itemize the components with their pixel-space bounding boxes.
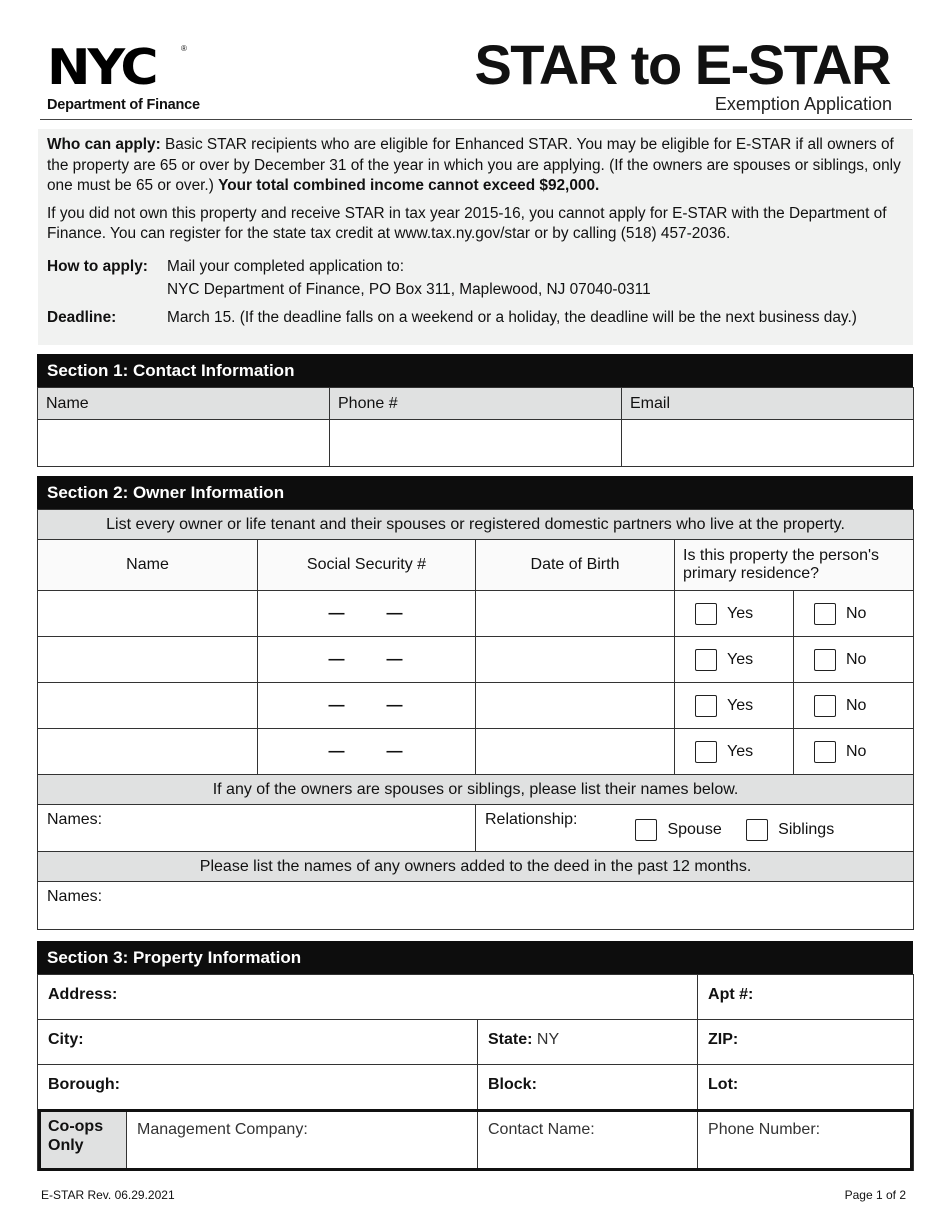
page-number: Page 1 of 2	[844, 1188, 906, 1202]
names-label: Names:	[47, 811, 103, 828]
owner-row	[38, 729, 914, 775]
related-names-field[interactable]	[38, 805, 476, 852]
contact-phone-header: Phone #	[330, 388, 622, 420]
added-owner-names-field[interactable]	[38, 882, 914, 930]
form-title: STAR to E-STAR	[474, 33, 890, 96]
owner-name-field[interactable]	[38, 729, 258, 775]
spouse-label: Spouse	[667, 821, 722, 838]
residence-yes-option[interactable]	[675, 683, 794, 729]
department-name: Department of Finance	[47, 97, 200, 113]
who-label: Who can apply:	[47, 136, 161, 153]
section-contact-information	[37, 354, 913, 467]
no-label: No	[846, 604, 867, 622]
management-company-label: Management Company:	[137, 1121, 308, 1138]
no-label: No	[846, 650, 867, 668]
city-field[interactable]	[38, 1020, 478, 1065]
section-owner-information	[37, 476, 913, 930]
contact-email-header: Email	[622, 388, 914, 420]
ssn-dash: —	[386, 650, 405, 668]
contact-name-field[interactable]	[478, 1110, 698, 1171]
relationship-field	[476, 805, 914, 852]
relationship-label: Relationship:	[485, 811, 578, 828]
residence-no-option[interactable]	[794, 637, 914, 683]
city-label: City:	[48, 1031, 84, 1048]
yes-label: Yes	[727, 604, 754, 622]
owner-instruction: List every owner or life tenant and their spouses or registered domestic partners who live at the property.	[38, 510, 914, 540]
revision-label: E-STAR Rev. 06.29.2021	[41, 1188, 175, 1202]
ssn-field[interactable]	[258, 683, 476, 729]
borough-label: Borough:	[48, 1076, 120, 1093]
yes-checkbox[interactable]	[695, 603, 717, 625]
phone-number-field[interactable]	[698, 1110, 914, 1171]
spouse-option[interactable]	[635, 819, 721, 841]
borough-field[interactable]	[38, 1065, 478, 1110]
ssn-dash: —	[328, 650, 347, 668]
logo-wordmark: NYC	[47, 39, 156, 97]
block-field[interactable]	[478, 1065, 698, 1110]
ssn-field[interactable]	[258, 729, 476, 775]
registered-mark: ®	[181, 44, 187, 53]
dob-field[interactable]	[476, 637, 675, 683]
ssn-dash: —	[386, 742, 405, 760]
section-1-heading: Section 1: Contact Information	[37, 354, 913, 387]
how-to-apply	[47, 257, 904, 301]
lot-label: Lot:	[708, 1076, 739, 1093]
nyc-logo	[47, 39, 237, 113]
ssn-field[interactable]	[258, 637, 476, 683]
instructions-box	[38, 129, 913, 345]
phone-number-label: Phone Number:	[708, 1121, 821, 1138]
no-checkbox[interactable]	[814, 603, 836, 625]
ssn-dash: —	[386, 604, 405, 622]
management-company-field[interactable]	[127, 1110, 478, 1171]
owner-name-field[interactable]	[38, 591, 258, 637]
siblings-label: Siblings	[778, 821, 835, 838]
no-checkbox[interactable]	[814, 649, 836, 671]
who-can-apply	[47, 135, 904, 197]
siblings-option[interactable]	[746, 819, 834, 841]
apt-field[interactable]	[698, 975, 914, 1020]
mailing-address: NYC Department of Finance, PO Box 311, Maplewood, NJ 07040-0311	[167, 281, 651, 298]
residence-no-option[interactable]	[794, 683, 914, 729]
prior-ownership-note: If you did not own this property and receive STAR in tax year 2015-16, you cannot apply for E-STAR with the Department of Finance. You can register for the state tax credit at www.tax.ny.gov/star or by calling (518) 457-2036.	[47, 204, 887, 242]
ssn-dash: —	[328, 696, 347, 714]
zip-field[interactable]	[698, 1020, 914, 1065]
yes-label: Yes	[727, 742, 754, 760]
dob-header: Date of Birth	[476, 540, 675, 591]
residence-yes-option[interactable]	[675, 729, 794, 775]
contact-phone-field[interactable]	[330, 420, 622, 467]
apt-label: Apt #:	[708, 986, 754, 1003]
residence-no-option[interactable]	[794, 591, 914, 637]
contact-name-header: Name	[38, 388, 330, 420]
contact-name-label: Contact Name:	[488, 1121, 595, 1138]
dob-field[interactable]	[476, 683, 675, 729]
deadline-text: March 15. (If the deadline falls on a weekend or a holiday, the deadline will be the next business day.)	[167, 308, 857, 326]
yes-label: Yes	[727, 650, 754, 668]
owner-name-field[interactable]	[38, 683, 258, 729]
residence-yes-option[interactable]	[675, 637, 794, 683]
section-3-heading: Section 3: Property Information	[37, 941, 913, 974]
contact-email-field[interactable]	[622, 420, 914, 467]
deadline-label: Deadline:	[47, 308, 117, 326]
no-checkbox[interactable]	[814, 741, 836, 763]
yes-checkbox[interactable]	[695, 649, 717, 671]
ssn-header: Social Security #	[258, 540, 476, 591]
block-label: Block:	[488, 1076, 537, 1093]
yes-label: Yes	[727, 696, 754, 714]
zip-label: ZIP:	[708, 1031, 739, 1048]
how-label: How to apply:	[47, 257, 148, 275]
state-value: NY	[532, 1031, 560, 1048]
residence-yes-option[interactable]	[675, 591, 794, 637]
primary-residence-header: Is this property the person's primary residence?	[675, 540, 914, 591]
owner-name-field[interactable]	[38, 637, 258, 683]
no-checkbox[interactable]	[814, 695, 836, 717]
form-subtitle: Exemption Application	[714, 94, 892, 114]
ssn-dash: —	[386, 696, 405, 714]
yes-checkbox[interactable]	[695, 695, 717, 717]
spouse-sibling-note: If any of the owners are spouses or siblings, please list their names below.	[38, 775, 914, 805]
siblings-checkbox[interactable]	[746, 819, 768, 841]
no-label: No	[846, 742, 867, 760]
yes-checkbox[interactable]	[695, 741, 717, 763]
owner-name-header: Name	[38, 540, 258, 591]
spouse-checkbox[interactable]	[635, 819, 657, 841]
names-label: Names:	[47, 888, 103, 905]
state-field[interactable]	[478, 1020, 698, 1065]
header-divider	[40, 119, 912, 120]
ssn-dash: —	[328, 742, 347, 760]
added-owners-note: Please list the names of any owners added to the deed in the past 12 months.	[38, 852, 914, 882]
ssn-field[interactable]	[258, 591, 476, 637]
how-line-1: Mail your completed application to:	[167, 257, 404, 275]
state-label: State:	[488, 1031, 533, 1048]
coops-only-label: Co-ops Only	[38, 1110, 127, 1171]
no-label: No	[846, 696, 867, 714]
lot-field[interactable]	[698, 1065, 914, 1110]
address-field[interactable]	[38, 975, 698, 1020]
income-limit: Your total combined income cannot exceed $92,000.	[218, 177, 600, 194]
who-text: Basic STAR recipients who are eligible for Enhanced STAR. You may be eligible for E-STAR if all owners of the property are 65 or over by December 31 of the year in which you are applying. (If the owners are spouses or siblings, only one must be 65 or over.)	[47, 136, 901, 194]
residence-no-option[interactable]	[794, 729, 914, 775]
contact-name-field[interactable]	[38, 420, 330, 467]
section-2-heading: Section 2: Owner Information	[37, 476, 913, 509]
owner-row	[38, 683, 914, 729]
owner-row	[38, 637, 914, 683]
ssn-dash: —	[328, 604, 347, 622]
owner-row	[38, 591, 914, 637]
deadline	[47, 308, 904, 329]
address-label: Address:	[48, 986, 118, 1003]
dob-field[interactable]	[476, 591, 675, 637]
dob-field[interactable]	[476, 729, 675, 775]
section-property-information	[37, 941, 913, 1171]
